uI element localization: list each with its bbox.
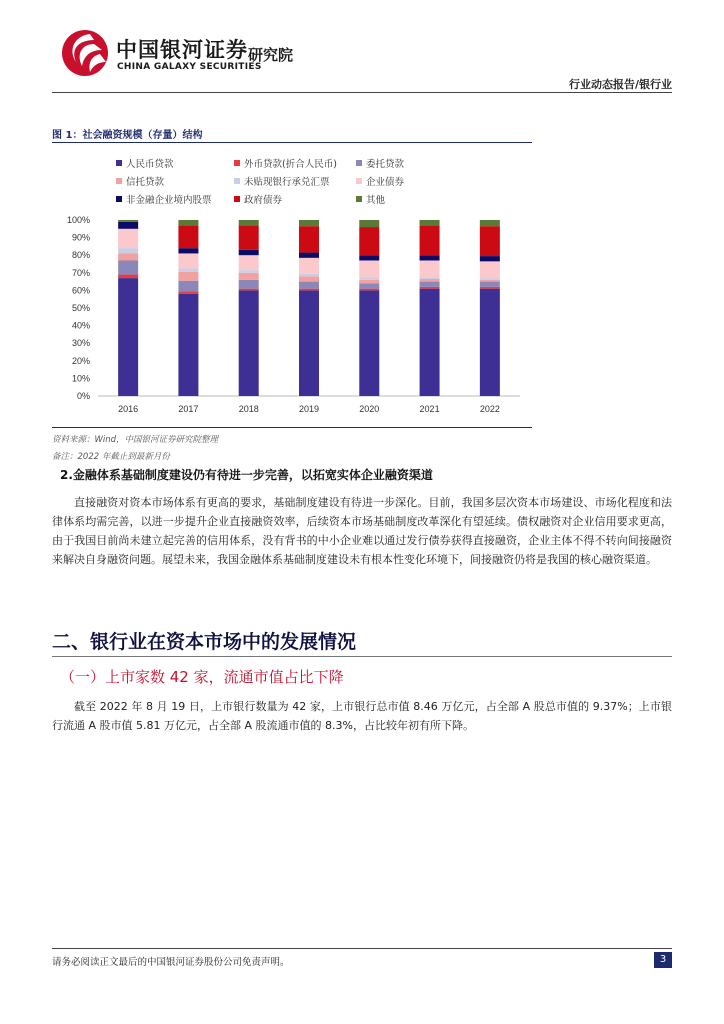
y-tick-label: 50% bbox=[71, 303, 90, 313]
figure-bottom-rule bbox=[52, 427, 532, 428]
bar-segment bbox=[359, 289, 379, 291]
bar-segment bbox=[420, 279, 440, 282]
bar-segment bbox=[480, 282, 500, 287]
y-tick-label: 30% bbox=[71, 338, 90, 349]
bar-segment bbox=[480, 287, 500, 289]
bar-segment bbox=[480, 226, 500, 256]
bar-segment bbox=[239, 290, 259, 396]
bar-segment bbox=[299, 282, 319, 289]
bar-segment bbox=[420, 225, 440, 255]
bar-segment bbox=[359, 260, 379, 277]
figure-source: 资料来源：Wind，中国银河证券研究院整理 bbox=[52, 435, 219, 445]
bar-segment bbox=[420, 255, 440, 260]
bar-segment bbox=[359, 255, 379, 260]
bar-segment bbox=[118, 278, 138, 396]
x-tick-label: 2016 bbox=[118, 404, 139, 414]
bar-segment bbox=[299, 220, 319, 226]
legend-label: 政府债券 bbox=[244, 195, 283, 206]
bar-segment bbox=[178, 268, 198, 272]
bar-segment bbox=[178, 291, 198, 294]
footer-divider bbox=[52, 948, 672, 949]
header-divider bbox=[52, 92, 672, 93]
bar-segment bbox=[178, 225, 198, 248]
y-tick-label: 80% bbox=[71, 250, 90, 261]
company-logo-icon bbox=[60, 28, 110, 78]
chapter-paragraph bbox=[52, 697, 672, 735]
x-tick-label: 2022 bbox=[479, 404, 500, 414]
paragraph-text: 直接融资对资本市场体系有更高的要求，基础制度建设有待进一步深化。目前，我国多层次资本市场建设、市场化程度和法律体系均需完善，以进一步提升企业直接融资效率，后续资本市场基础制度改革深化有望延续。债权融资对企业信用要求更高，由于我国目前尚未建立起完善的信用体系，没有背书的中小企业难以通过发行债券获得直接融资，企业主体不得不转向间接融资来解决自身融资问题。展望未来，我国金融体系基础制度建设未有根本性变化环境下，间接融资仍将是我国的核心融资渠道。 bbox=[52, 496, 672, 566]
legend-label: 未贴现银行承兑汇票 bbox=[244, 177, 330, 188]
y-tick-label: 70% bbox=[71, 267, 90, 278]
x-tick-label: 2021 bbox=[419, 404, 440, 414]
logo-chinese-name: 中国银河证券 bbox=[116, 38, 248, 62]
y-tick-label: 20% bbox=[71, 355, 90, 366]
bar-segment bbox=[420, 277, 440, 279]
bar-segment bbox=[420, 282, 440, 287]
figure-note: 备注：2022 年截止到最新月份 bbox=[52, 452, 170, 462]
page-number: 3 bbox=[654, 952, 672, 968]
bar-segment bbox=[299, 253, 319, 258]
bar-segment bbox=[480, 289, 500, 396]
chapter-divider bbox=[52, 656, 672, 657]
bar-segment bbox=[359, 220, 379, 227]
bar-segment bbox=[299, 274, 319, 277]
figure-caption: 图 1：社会融资规模（存量）结构 bbox=[52, 130, 203, 141]
bar-segment bbox=[118, 222, 138, 229]
bar-segment bbox=[178, 281, 198, 292]
bar-segment bbox=[480, 280, 500, 282]
bar-segment bbox=[480, 278, 500, 280]
legend-label: 企业债券 bbox=[366, 177, 405, 188]
bar-segment bbox=[299, 226, 319, 252]
bar-segment bbox=[239, 280, 259, 289]
legend-label: 人民币贷款 bbox=[126, 159, 174, 170]
section-heading: 2.金融体系基础制度建设仍有待进一步完善，以拓宽实体企业融资渠道 bbox=[60, 468, 433, 482]
bar-segment bbox=[178, 294, 198, 396]
bar-segment bbox=[118, 229, 138, 248]
bar-segment bbox=[178, 272, 198, 281]
bar-segment bbox=[299, 289, 319, 291]
report-type: 行业动态报告/银行业 bbox=[568, 78, 672, 91]
x-tick-label: 2019 bbox=[298, 404, 320, 414]
bar-segment bbox=[480, 220, 500, 226]
logo-institute: 研究院 bbox=[248, 46, 294, 64]
bar-segment bbox=[118, 248, 138, 253]
legend-label: 非金融企业境内股票 bbox=[126, 195, 212, 206]
chapter-title: 二、银行业在资本市场中的发展情况 bbox=[52, 631, 357, 653]
legend-label: 委托贷款 bbox=[366, 159, 405, 170]
bar-segment bbox=[480, 261, 500, 278]
bar-segment bbox=[299, 276, 319, 281]
y-tick-label: 100% bbox=[66, 215, 90, 225]
y-tick-label: 90% bbox=[71, 232, 90, 243]
bar-segment bbox=[359, 283, 379, 288]
x-tick-label: 2017 bbox=[178, 404, 199, 414]
bar-segment bbox=[359, 280, 379, 284]
bar-segment bbox=[239, 255, 259, 270]
bar-segment bbox=[239, 220, 259, 225]
y-tick-label: 40% bbox=[71, 320, 90, 331]
bar-segment bbox=[118, 253, 138, 260]
bar-segment bbox=[178, 248, 198, 253]
bar-segment bbox=[178, 253, 198, 268]
bar-segment bbox=[359, 227, 379, 255]
bar-segment bbox=[239, 250, 259, 255]
bar-segment bbox=[299, 258, 319, 274]
bar-segment bbox=[178, 220, 198, 225]
bar-segment bbox=[118, 220, 138, 222]
bar-segment bbox=[420, 220, 440, 225]
y-tick-label: 10% bbox=[71, 373, 90, 384]
legend-label: 外币贷款(折合人民币) bbox=[244, 159, 337, 170]
bar-segment bbox=[299, 290, 319, 396]
footer-disclaimer: 请务必阅读正文最后的中国银河证券股份公司免责声明。 bbox=[52, 957, 290, 968]
bar-segment bbox=[359, 277, 379, 280]
stacked-bar-chart bbox=[60, 150, 530, 425]
bar-segment bbox=[118, 275, 138, 279]
chapter-subtitle: （一）上市家数 42 家，流通市值占比下降 bbox=[60, 668, 344, 686]
bar-segment bbox=[239, 270, 259, 273]
bar-segment bbox=[359, 290, 379, 396]
bar-segment bbox=[420, 287, 440, 289]
y-tick-label: 0% bbox=[76, 391, 90, 401]
bar-segment bbox=[480, 256, 500, 261]
bar-segment bbox=[239, 225, 259, 250]
figure-top-rule bbox=[52, 142, 532, 143]
x-tick-label: 2020 bbox=[359, 404, 380, 414]
bar-segment bbox=[118, 260, 138, 274]
paragraph-text: 截至 2022 年 8 月 19 日，上市银行数量为 42 家，上市银行总市值 8.46 万亿元，占全部 A 股总市值的 9.37%；上市银行流通 A 股市值 5.81 万亿元，占全部 A 股流通市值的 8.3%，占比较年初有所下降。 bbox=[52, 700, 672, 732]
logo-english-name: CHINA GALAXY SECURITIES bbox=[117, 62, 262, 72]
legend-label: 信托贷款 bbox=[126, 177, 165, 188]
bar-segment bbox=[420, 289, 440, 396]
bar-segment bbox=[239, 289, 259, 291]
bar-segment bbox=[420, 260, 440, 277]
y-tick-label: 60% bbox=[71, 285, 90, 296]
legend-label: 其他 bbox=[366, 195, 386, 206]
x-tick-label: 2018 bbox=[238, 404, 259, 414]
section-paragraph bbox=[52, 493, 672, 569]
bar-segment bbox=[239, 273, 259, 280]
